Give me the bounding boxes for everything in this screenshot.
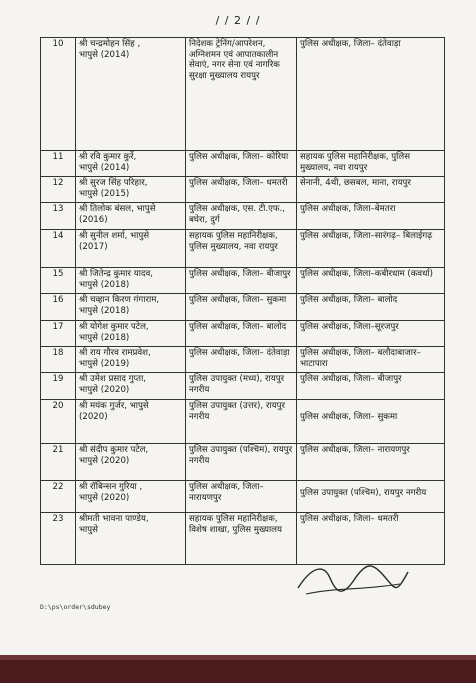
officer-name: श्री जितेन्द्र कुमार यादव, (79, 269, 153, 279)
officer-batch: (2016) (79, 214, 108, 225)
serial-number: 22 (41, 481, 76, 513)
serial-number: 18 (41, 347, 76, 373)
officer-name: श्री तिलोक बंसल, भापुसे (79, 204, 156, 214)
new-posting: पुलिस अधीक्षक, जिला– नारायणपुर (297, 444, 445, 481)
serial-number: 21 (41, 444, 76, 481)
page-number: / / 2 / / (215, 14, 261, 27)
current-posting: सहायक पुलिस महानिरीक्षक, विशेष शाखा, पुलिस मुख्यालय (186, 513, 297, 565)
serial-number: 19 (41, 373, 76, 400)
new-posting: पुलिस अधीक्षक, जिला–बेमतरा (297, 203, 445, 230)
serial-number: 14 (41, 230, 76, 268)
table-row (41, 513, 445, 565)
officer-batch: भापुसे (2018) (79, 305, 130, 316)
officer-name: श्री चव्हान किरण गंगाराम, (79, 295, 160, 305)
officer-cell (76, 38, 186, 151)
table-row (41, 481, 445, 513)
officer-batch: भापुसे (2014) (79, 49, 130, 60)
new-posting: पुलिस अधीक्षक, जिला– दंतेवाड़ा (297, 38, 445, 151)
signature-image (292, 558, 412, 603)
officer-name: श्री संदीप कुमार पटेल, (79, 445, 149, 455)
officer-cell (76, 347, 186, 373)
table-row (41, 347, 445, 373)
officer-cell (76, 203, 186, 230)
current-posting: पुलिस अधीक्षक, जिला– नारायणपुर (186, 481, 297, 513)
serial-number: 10 (41, 38, 76, 151)
serial-number: 23 (41, 513, 76, 565)
officer-batch: (2020) (79, 411, 108, 422)
new-posting: पुलिस अधीक्षक, जिला–सारंगढ़– बिलाईगढ़ (297, 230, 445, 268)
current-posting: सहायक पुलिस महानिरीक्षक, पुलिस मुख्यालय, नवा रायपुर (186, 230, 297, 268)
serial-number: 16 (41, 294, 76, 321)
new-posting: पुलिस अधीक्षक, जिला–कबीरधाम (कवर्धा) (297, 268, 445, 294)
new-posting: पुलिस अधीक्षक, जिला– बालोद (297, 294, 445, 321)
officer-cell (76, 321, 186, 347)
officer-cell (76, 177, 186, 203)
table-row (41, 177, 445, 203)
officer-batch: भापुसे (2014) (79, 162, 130, 173)
officer-cell (76, 268, 186, 294)
serial-number: 11 (41, 151, 76, 177)
table-row (41, 444, 445, 481)
serial-number: 12 (41, 177, 76, 203)
current-posting: पुलिस अधीक्षक, जिला– धमतरी (186, 177, 297, 203)
officer-name: श्री उमेश प्रसाद गुप्ता, (79, 374, 147, 384)
officer-batch: भापुसे (2018) (79, 332, 130, 343)
table-row (41, 400, 445, 444)
officer-batch: भापुसे (2018) (79, 279, 130, 290)
table-row (41, 38, 445, 151)
officer-batch: भापुसे (79, 524, 98, 535)
officer-cell (76, 294, 186, 321)
table-row (41, 294, 445, 321)
officer-batch: भापुसे (2015) (79, 188, 130, 199)
current-posting: पुलिस अधीक्षक, एस. टी.एफ., बघेरा, दुर्ग (186, 203, 297, 230)
new-posting: पुलिस अधीक्षक, जिला–सूरजपुर (297, 321, 445, 347)
current-posting: पुलिस अधीक्षक, जिला– बीजापुर (186, 268, 297, 294)
serial-number: 15 (41, 268, 76, 294)
table-row (41, 321, 445, 347)
officer-name: श्री रवि कुमार कुर्रे, (79, 152, 137, 162)
officer-cell (76, 230, 186, 268)
new-posting: पुलिस उपायुक्त (पश्चिम), रायपुर नगरीय (297, 481, 445, 513)
officer-name: श्री योगेश कुमार पटेल, (79, 322, 149, 332)
officer-cell (76, 444, 186, 481)
serial-number: 17 (41, 321, 76, 347)
officer-name: श्री रॉबिन्सन गुरिया , (79, 482, 143, 492)
officer-cell (76, 513, 186, 565)
officer-name: श्री राय गौरव रामप्रवेश, (79, 348, 151, 358)
officer-name: श्री चन्द्रमोहन सिंह , (79, 39, 141, 49)
new-posting: पुलिस अधीक्षक, जिला– बलौदाबाजार– भाटापारा (297, 347, 445, 373)
new-posting: पुलिस अधीक्षक, जिला– सुकमा (297, 400, 445, 444)
current-posting: पुलिस उपायुक्त (पश्चिम), रायपुर नगरीय (186, 444, 297, 481)
officer-batch: भापुसे (2020) (79, 384, 130, 395)
transfer-table (40, 37, 445, 565)
table-row (41, 268, 445, 294)
officer-batch: भापुसे (2020) (79, 492, 130, 503)
table-row (41, 230, 445, 268)
table-row (41, 203, 445, 230)
current-posting: निदेशक ट्रेनिंग/आपरेशन, अग्निशमन एवं आपातकालीन सेवाएं, नगर सेना एवं नागरिक सुरक्षा मुख्यालय रायपुर (186, 38, 297, 151)
officer-batch: भापुसे (2019) (79, 358, 130, 369)
current-posting: पुलिस उपायुक्त (मध्य), रायपुर नगरीय (186, 373, 297, 400)
current-posting: पुलिस अधीक्षक, जिला– कोरिया (186, 151, 297, 177)
officer-name: श्री सुरज सिंह परिहार, (79, 178, 148, 188)
current-posting: पुलिस अधीक्षक, जिला– बालोद (186, 321, 297, 347)
officer-name: श्री सुनील शर्मा, भापुसे (79, 231, 150, 241)
footer-bar (0, 660, 476, 683)
current-posting: पुलिस अधीक्षक, जिला– सुकमा (186, 294, 297, 321)
officer-name: श्रीमती भावना पाण्डेय, (79, 514, 149, 524)
new-posting: सहायक पुलिस महानिरीक्षक, पुलिस मुख्यालय, नवा रायपुर (297, 151, 445, 177)
new-posting: सेनानी, 4थी, छसबल, माना, रायपुर (297, 177, 445, 203)
officer-cell (76, 481, 186, 513)
table-row (41, 151, 445, 177)
current-posting: पुलिस उपायुक्त (उत्तर), रायपुर नगरीय (186, 400, 297, 444)
officer-cell (76, 400, 186, 444)
new-posting: पुलिस अधीक्षक, जिला– बीजापुर (297, 373, 445, 400)
current-posting: पुलिस अधीक्षक, जिला– दंतेवाड़ा (186, 347, 297, 373)
file-reference: D:\ps\order\sdubey (40, 603, 111, 611)
officer-name: श्री मयंक गुर्जर, भापुसे (79, 401, 149, 411)
table-row (41, 373, 445, 400)
serial-number: 13 (41, 203, 76, 230)
new-posting: पुलिस अधीक्षक, जिला– धमतरी (297, 513, 445, 565)
officer-cell (76, 373, 186, 400)
officer-batch: (2017) (79, 241, 108, 252)
serial-number: 20 (41, 400, 76, 444)
officer-batch: भापुसे (2020) (79, 455, 130, 466)
officer-cell (76, 151, 186, 177)
